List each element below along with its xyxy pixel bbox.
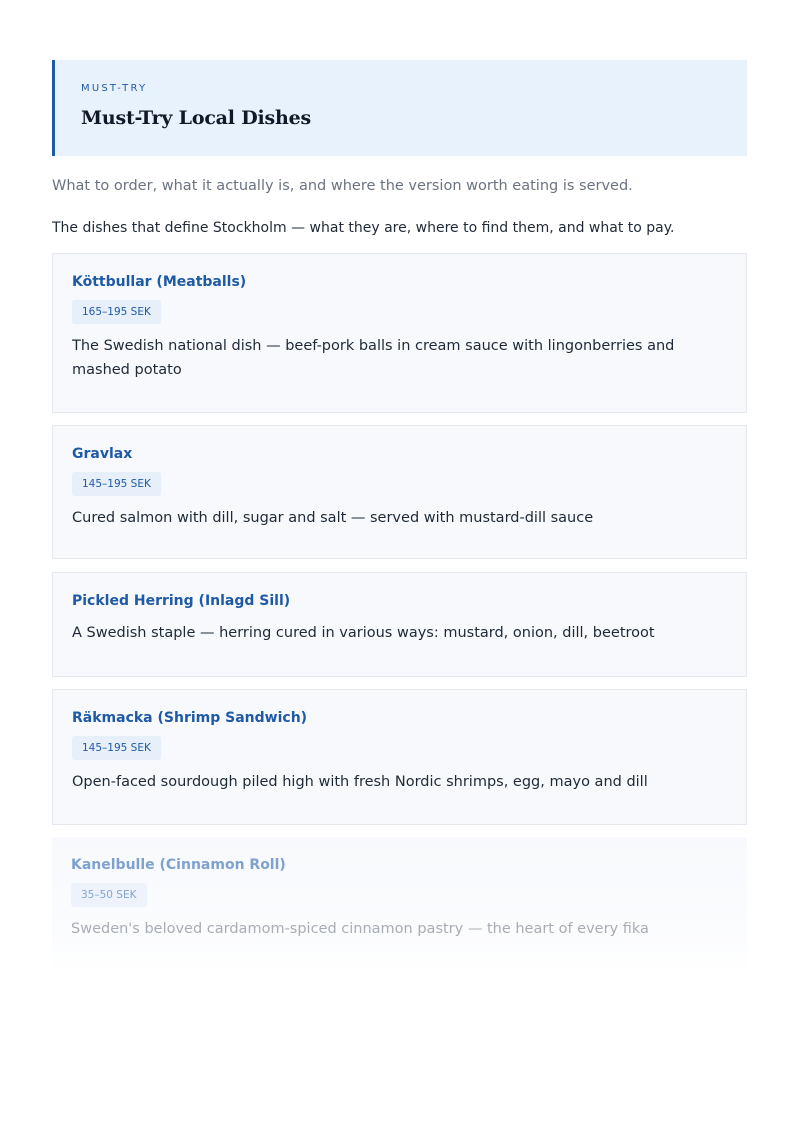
dish-card-kanelbulle xyxy=(52,837,747,975)
dish-card-pickled-herring xyxy=(52,572,747,677)
price-badge: 145–195 SEK xyxy=(72,736,161,760)
section-intro: The dishes that define Stockholm — what they are, where to find them, and what to pay. xyxy=(52,220,675,236)
section-kicker: MUST-TRY xyxy=(81,83,148,94)
dish-description: Cured salmon with dill, sugar and salt — served with mustard-dill sauce xyxy=(72,510,594,526)
dish-description: Sweden's beloved cardamom-spiced cinnamon pastry — the heart of every fika xyxy=(71,921,649,937)
page xyxy=(52,60,747,937)
dish-name: Köttbullar (Meatballs) xyxy=(72,274,247,290)
price-badge: 165–195 SEK xyxy=(72,300,161,324)
dish-description: The Swedish national dish — beef-pork balls in cream sauce with lingonberries and mashed potato xyxy=(72,338,675,378)
dish-name: Pickled Herring (Inlagd Sill) xyxy=(72,593,291,609)
dish-name: Gravlax xyxy=(72,446,133,462)
dish-card-kottbullar xyxy=(52,253,747,413)
section-subtitle: What to order, what it actually is, and where the version worth eating is served. xyxy=(52,178,633,194)
section-header xyxy=(52,60,747,156)
section-title: Must-Try Local Dishes xyxy=(81,107,312,129)
dish-description: Open-faced sourdough piled high with fresh Nordic shrimps, egg, mayo and dill xyxy=(72,774,648,790)
dish-name: Räkmacka (Shrimp Sandwich) xyxy=(72,710,308,726)
dish-description: A Swedish staple — herring cured in various ways: mustard, onion, dill, beetroot xyxy=(72,625,655,641)
dish-card-rakmacka xyxy=(52,689,747,825)
price-badge: 35–50 SEK xyxy=(71,883,147,907)
price-badge: 145–195 SEK xyxy=(72,472,161,496)
dish-card-gravlax xyxy=(52,425,747,559)
dish-name: Kanelbulle (Cinnamon Roll) xyxy=(71,857,286,873)
